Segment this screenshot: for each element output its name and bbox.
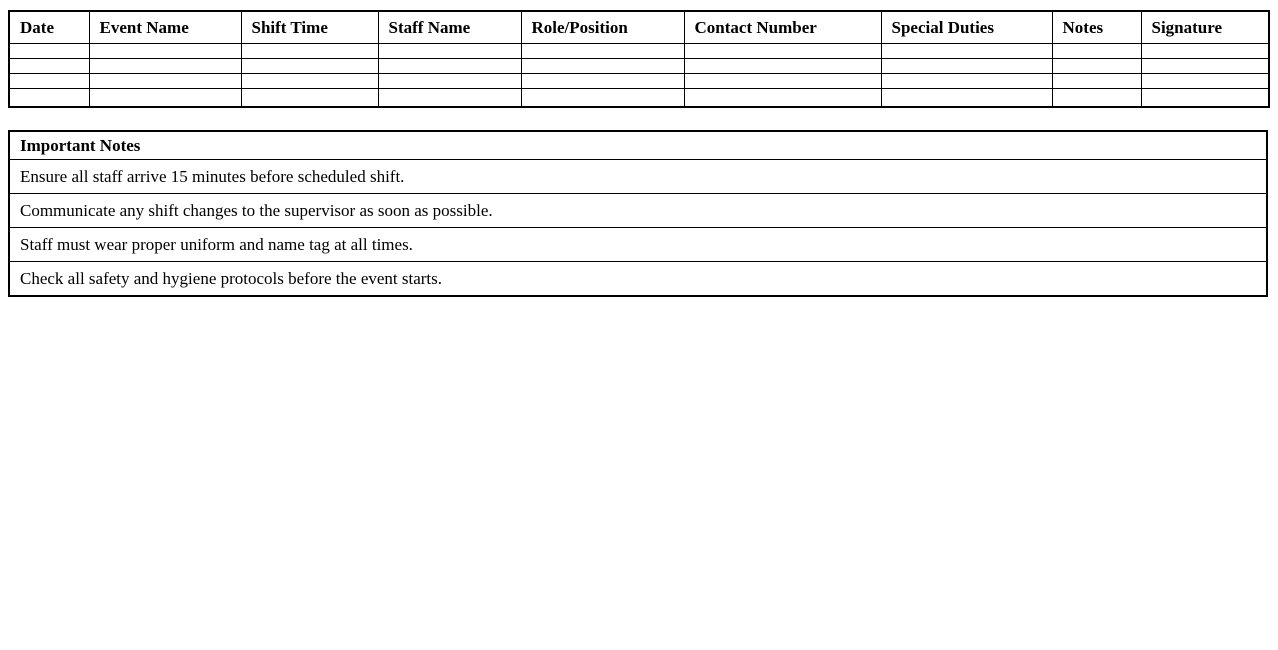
schedule-cell-staff-name[interactable]: [378, 89, 521, 108]
note-text: Check all safety and hygiene protocols before the event starts.: [9, 262, 1267, 297]
note-text: Staff must wear proper uniform and name tag at all times.: [9, 228, 1267, 262]
note-row: [9, 160, 1267, 194]
schedule-cell-staff-name[interactable]: [378, 74, 521, 89]
note-row: [9, 228, 1267, 262]
schedule-cell-contact-number[interactable]: [684, 74, 881, 89]
schedule-cell-role-position[interactable]: [521, 59, 684, 74]
schedule-cell-event-name[interactable]: [89, 59, 241, 74]
schedule-cell-signature[interactable]: [1141, 44, 1269, 59]
column-header-date: Date: [9, 11, 89, 44]
schedule-empty-row: [9, 44, 1269, 59]
important-notes-table: [8, 130, 1268, 297]
schedule-cell-shift-time[interactable]: [241, 44, 378, 59]
column-header-role-position: Role/Position: [521, 11, 684, 44]
schedule-cell-role-position[interactable]: [521, 44, 684, 59]
schedule-cell-special-duties[interactable]: [881, 44, 1052, 59]
schedule-cell-notes[interactable]: [1052, 74, 1141, 89]
document-page: [8, 10, 1268, 297]
schedule-cell-event-name[interactable]: [89, 89, 241, 108]
schedule-cell-staff-name[interactable]: [378, 44, 521, 59]
schedule-cell-signature[interactable]: [1141, 59, 1269, 74]
schedule-cell-notes[interactable]: [1052, 89, 1141, 108]
schedule-empty-row: [9, 74, 1269, 89]
note-text: Ensure all staff arrive 15 minutes before scheduled shift.: [9, 160, 1267, 194]
schedule-empty-row: [9, 59, 1269, 74]
notes-header-row: [9, 131, 1267, 160]
column-header-notes: Notes: [1052, 11, 1141, 44]
schedule-cell-role-position[interactable]: [521, 89, 684, 108]
schedule-cell-contact-number[interactable]: [684, 59, 881, 74]
schedule-cell-shift-time[interactable]: [241, 59, 378, 74]
schedule-cell-contact-number[interactable]: [684, 44, 881, 59]
schedule-cell-special-duties[interactable]: [881, 89, 1052, 108]
note-row: [9, 262, 1267, 297]
column-header-staff-name: Staff Name: [378, 11, 521, 44]
schedule-header-row: [9, 11, 1269, 44]
staff-schedule-table: [8, 10, 1270, 108]
note-text: Communicate any shift changes to the supervisor as soon as possible.: [9, 194, 1267, 228]
schedule-cell-special-duties[interactable]: [881, 59, 1052, 74]
schedule-cell-notes[interactable]: [1052, 44, 1141, 59]
schedule-cell-date[interactable]: [9, 74, 89, 89]
note-row: [9, 194, 1267, 228]
schedule-cell-date[interactable]: [9, 59, 89, 74]
schedule-cell-event-name[interactable]: [89, 44, 241, 59]
notes-title: Important Notes: [9, 131, 1267, 160]
schedule-cell-special-duties[interactable]: [881, 74, 1052, 89]
schedule-cell-shift-time[interactable]: [241, 74, 378, 89]
column-header-contact-number: Contact Number: [684, 11, 881, 44]
schedule-cell-staff-name[interactable]: [378, 59, 521, 74]
schedule-cell-shift-time[interactable]: [241, 89, 378, 108]
column-header-special-duties: Special Duties: [881, 11, 1052, 44]
schedule-cell-event-name[interactable]: [89, 74, 241, 89]
schedule-cell-date[interactable]: [9, 44, 89, 59]
column-header-signature: Signature: [1141, 11, 1269, 44]
schedule-cell-notes[interactable]: [1052, 59, 1141, 74]
schedule-cell-date[interactable]: [9, 89, 89, 108]
column-header-event-name: Event Name: [89, 11, 241, 44]
schedule-empty-row: [9, 89, 1269, 108]
schedule-cell-signature[interactable]: [1141, 74, 1269, 89]
column-header-shift-time: Shift Time: [241, 11, 378, 44]
schedule-cell-role-position[interactable]: [521, 74, 684, 89]
schedule-cell-contact-number[interactable]: [684, 89, 881, 108]
schedule-cell-signature[interactable]: [1141, 89, 1269, 108]
